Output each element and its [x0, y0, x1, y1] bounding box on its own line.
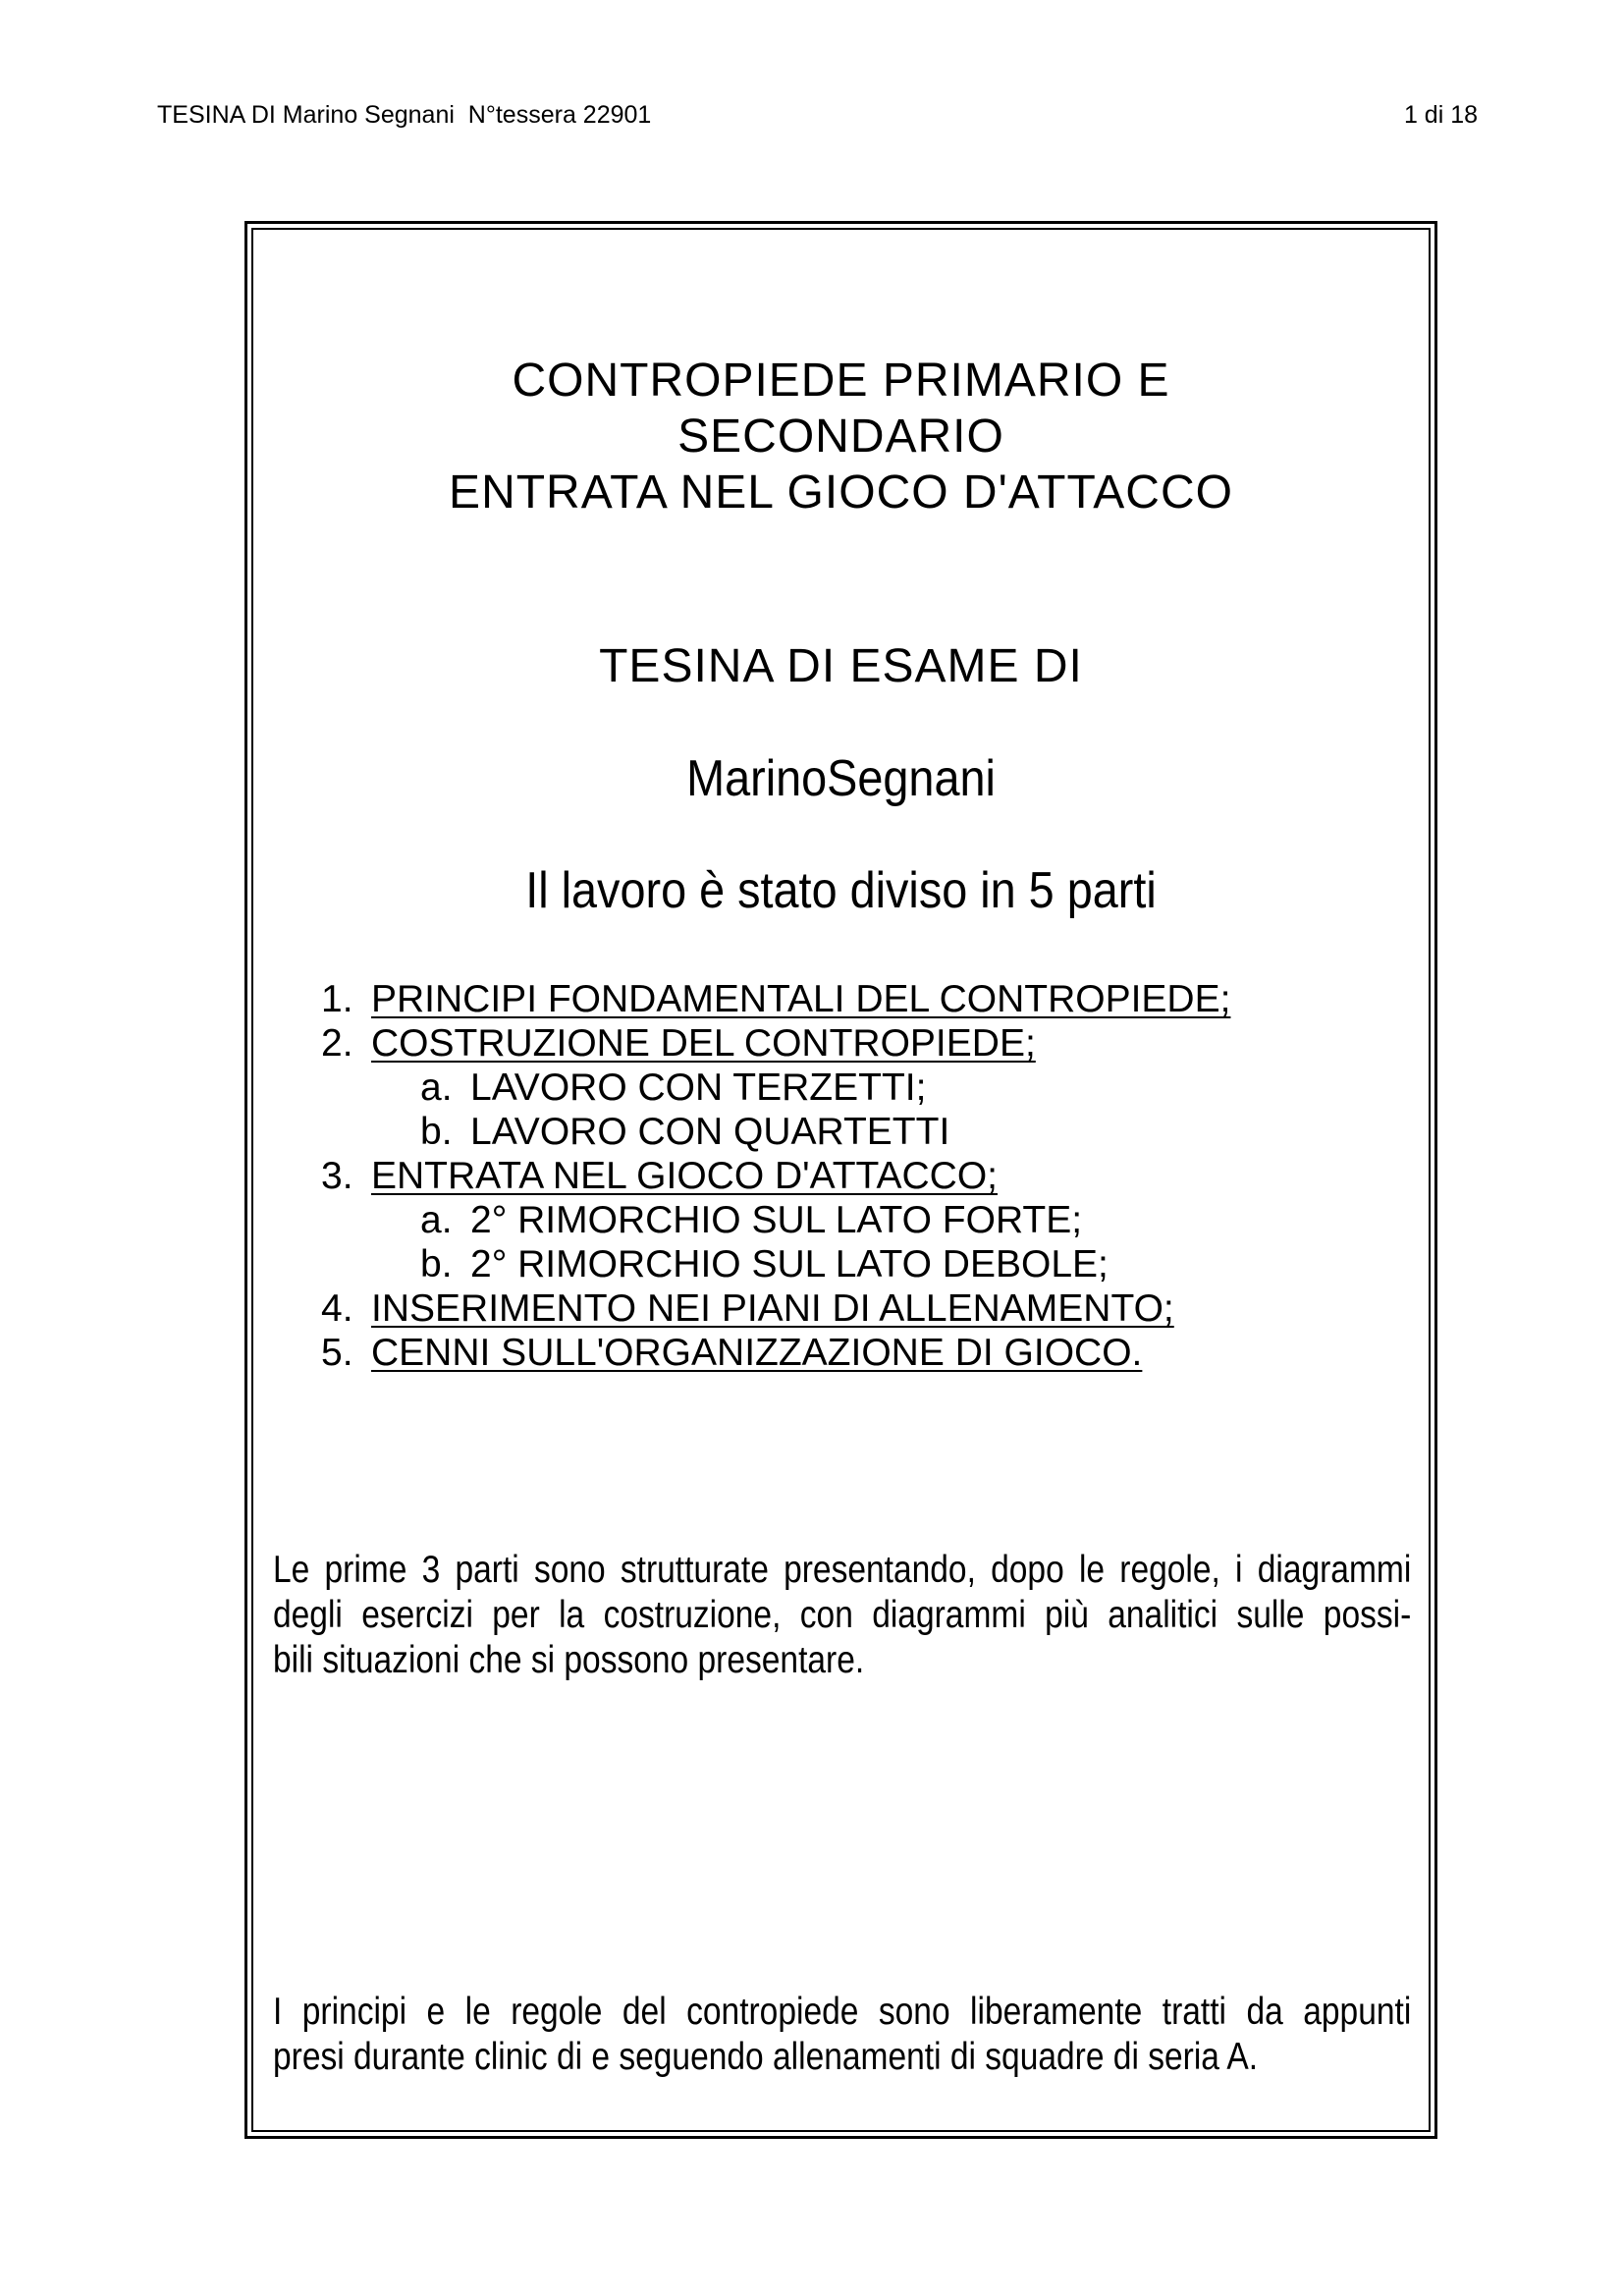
list-item-label: INSERIMENTO NEI PIANI DI ALLENAMENTO;: [371, 1287, 1174, 1330]
cover-author: MarinoSegnani: [686, 750, 996, 807]
list-item: [321, 1286, 1230, 1331]
cover-title-line: CONTROPIEDE PRIMARIO E: [512, 355, 1170, 407]
list-item-label: COSTRUZIONE DEL CONTROPIEDE;: [371, 1022, 1036, 1065]
paragraph-line: presi durante clinic di e seguendo allenamenti di squadre di seria A.: [273, 2036, 1259, 2078]
sub-list-item-label: 2° RIMORCHIO SUL LATO FORTE;: [470, 1199, 1083, 1241]
paragraph-line: I principi e le regole del contropiede sono liberamente tratti da appunti: [273, 1991, 1411, 2033]
cover-intro: Il lavoro è stato diviso in 5 parti: [525, 862, 1157, 919]
list-item-number: 5.: [321, 1332, 353, 1374]
paragraph-line: bili situazioni che si possono presentare.: [273, 1639, 865, 1681]
sub-list-item-letter: a.: [420, 1199, 453, 1241]
cover-title-line: SECONDARIO: [677, 410, 1004, 463]
list-item-label: ENTRATA NEL GIOCO D'ATTACCO;: [371, 1155, 998, 1197]
cover-title: [247, 353, 1434, 520]
list-item: [321, 1154, 1230, 1198]
list-item-number: 4.: [321, 1287, 353, 1330]
list-item-label: PRINCIPI FONDAMENTALI DEL CONTROPIEDE;: [371, 978, 1231, 1020]
header-page-number: 1 di 18: [1403, 101, 1478, 129]
parts-list: [321, 977, 1230, 1375]
cover-title-line: ENTRATA NEL GIOCO D'ATTACCO: [449, 466, 1233, 519]
list-item: [321, 1021, 1230, 1066]
paragraph-line: degli esercizi per la costruzione, con diagrammi più analitici sulle possi-: [273, 1594, 1411, 1636]
list-item-number: 3.: [321, 1155, 353, 1197]
cover-subtitle: TESINA DI ESAME DI: [599, 640, 1083, 692]
sub-list-item-letter: a.: [420, 1066, 453, 1109]
structure-note-text: [273, 1548, 1411, 1683]
list-item: [321, 1331, 1230, 1375]
sub-list-item: [321, 1066, 1230, 1110]
sub-list-item-letter: b.: [420, 1111, 453, 1153]
sub-list-item-label: 2° RIMORCHIO SUL LATO DEBOLE;: [470, 1243, 1109, 1285]
list-item-label: CENNI SULL'ORGANIZZAZIONE DI GIOCO.: [371, 1332, 1143, 1374]
header-document-info: TESINA DI Marino Segnani N°tessera 22901: [157, 101, 652, 129]
structure-note-paragraph: [273, 1548, 1411, 1685]
sub-list-item-letter: b.: [420, 1243, 453, 1285]
sub-list-item: [321, 1198, 1230, 1242]
paragraph-line: Le prime 3 parti sono strutturate presentando, dopo le regole, i diagrammi: [273, 1549, 1411, 1591]
sub-list-item: [321, 1110, 1230, 1154]
sub-list-item: [321, 1242, 1230, 1286]
list-item: [321, 977, 1230, 1021]
cover-frame: [244, 221, 1437, 2139]
list-item-number: 2.: [321, 1022, 353, 1065]
sub-list-item-label: LAVORO CON QUARTETTI: [470, 1111, 950, 1153]
sources-note-paragraph: [273, 1990, 1411, 2082]
sources-note-text: [273, 1990, 1411, 2080]
list-item-number: 1.: [321, 978, 353, 1020]
sub-list-item-label: LAVORO CON TERZETTI;: [470, 1066, 927, 1109]
